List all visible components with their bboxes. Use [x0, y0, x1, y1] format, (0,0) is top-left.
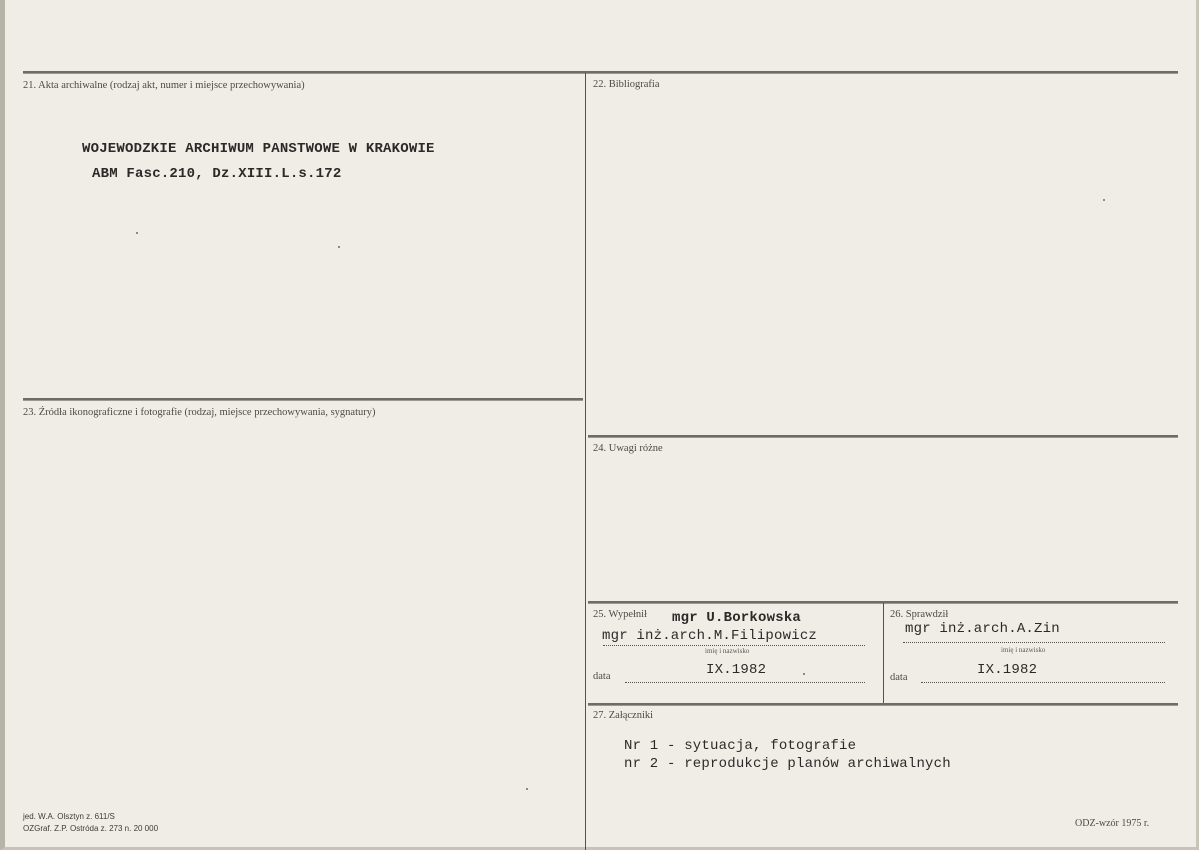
name-sublabel-25: imię i nazwisko [705, 647, 750, 655]
form-template-note: ODZ-wzór 1975 r. [1075, 818, 1150, 829]
section-26-label: 26. Sprawdził [890, 609, 949, 620]
top-rule [23, 71, 1178, 74]
divider-25-26 [883, 603, 884, 703]
date-label-25: data [593, 671, 611, 682]
paper-speck [136, 232, 138, 234]
section-22-label: 22. Bibliografia [593, 79, 660, 90]
paper-speck [338, 246, 340, 248]
date-line-25 [625, 682, 865, 683]
attachment-2: nr 2 - reprodukcje planów archiwalnych [624, 756, 951, 772]
filled-by-name-1: mgr U.Borkowska [672, 610, 802, 626]
printer-note-1: jed. W.A. Olsztyn z. 611/S [23, 812, 115, 821]
archive-reference: ABM Fasc.210, Dz.XIII.L.s.172 [92, 166, 342, 182]
rule-22-24 [588, 435, 1178, 438]
attachment-1: Nr 1 - sytuacja, fotografie [624, 738, 857, 754]
section-25-label: 25. Wypełnił [593, 609, 648, 620]
section-27-label: 27. Załączniki [593, 710, 654, 721]
section-21-label: 21. Akta archiwalne (rodzaj akt, numer i miejsce przechowywania) [23, 80, 305, 91]
section-24-label: 24. Uwagi różne [593, 443, 663, 454]
paper-speck [1103, 199, 1105, 201]
rule-25-27 [588, 703, 1178, 706]
checked-date: IX.1982 [977, 662, 1038, 678]
name-sublabel-26: imię i nazwisko [1001, 646, 1046, 654]
center-divider [585, 73, 586, 850]
paper-speck [803, 673, 805, 675]
archive-name: WOJEWODZKIE ARCHIWUM PANSTWOWE W KRAKOWIE [82, 141, 435, 157]
checked-by-name: mgr inż.arch.A.Zin [905, 621, 1060, 637]
rule-21-23 [23, 398, 583, 401]
date-line-26 [921, 682, 1165, 683]
name-line-25 [603, 645, 865, 646]
paper-speck [526, 788, 528, 790]
filled-date: IX.1982 [706, 662, 767, 678]
date-label-26: data [890, 672, 908, 683]
name-line-26 [903, 642, 1165, 643]
filled-by-name-2: mgr inż.arch.M.Filipowicz [602, 628, 818, 644]
section-23-label: 23. Źródła ikonograficzne i fotografie (rodzaj, miejsce przechowywania, sygnatury) [23, 407, 376, 418]
printer-note-2: OZGraf. Z.P. Ostróda z. 273 n. 20 000 [23, 824, 159, 833]
